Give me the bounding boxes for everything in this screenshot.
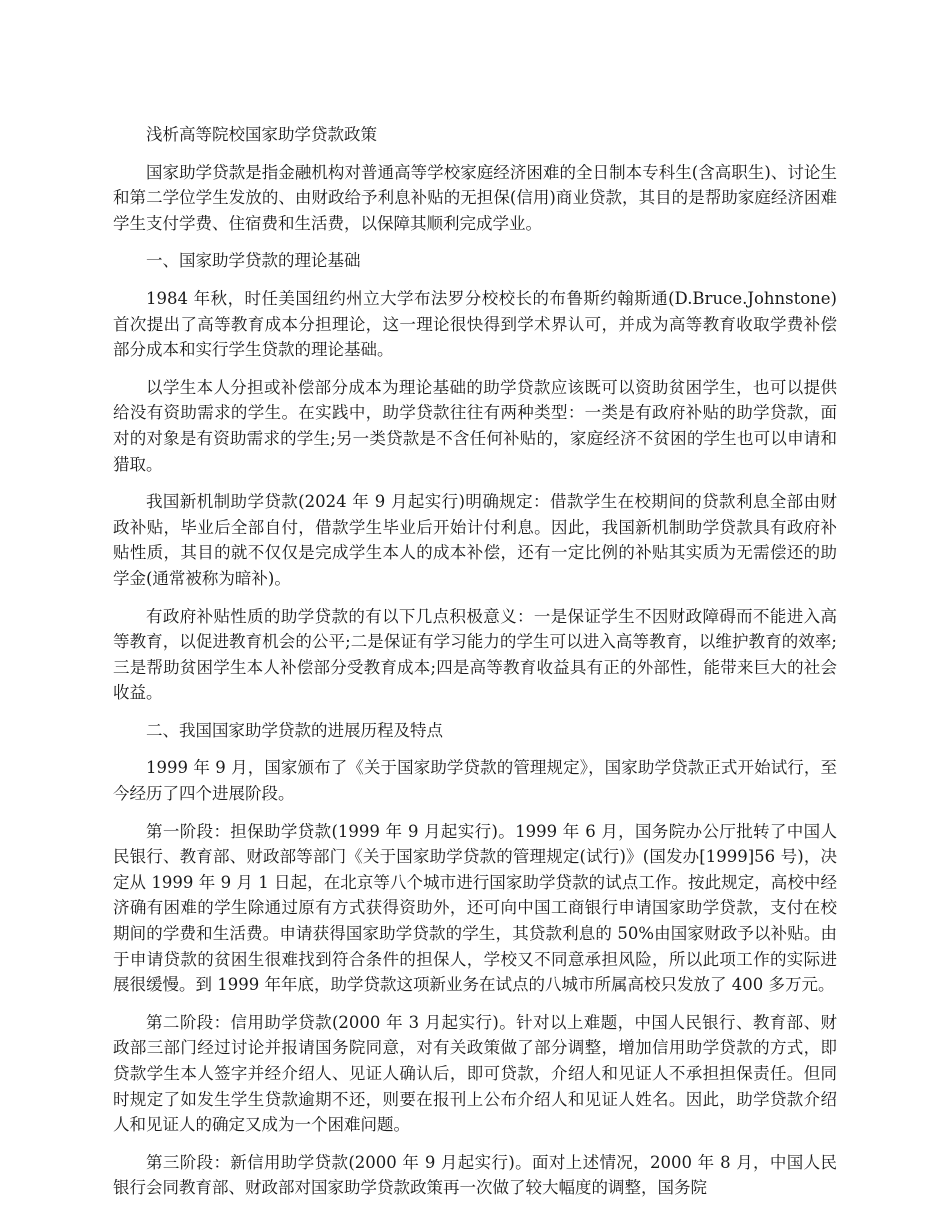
paragraph-stage-3: 第三阶段：新信用助学贷款(2000 年 9 月起实行)。面对上述情况，2000 年 8 月，中国人民银行会同教育部、财政部对国家助学贷款政策再一次做了较大幅度的调整，国务院 xyxy=(113,1152,837,1198)
section-heading-2: 二、我国国家助学贷款的进展历程及特点 xyxy=(146,720,443,740)
paragraph-significance: 有政府补贴性质的助学贷款的有以下几点积极意义：一是保证学生不因财政障碍而不能进入高等教育，以促进教育机会的公平;二是保证有学习能力的学生可以进入高等教育，以维护教育的效率;三是帮助贫困学生本人补偿部分受教育成本;四是高等教育收益具有正的外部性，能带来巨大的社会收益。 xyxy=(113,606,837,703)
document-title: 浅析高等院校国家助学贷款政策 xyxy=(146,125,377,144)
paragraph-stage-2: 第二阶段：信用助学贷款(2000 年 3 月起实行)。针对以上难题，中国人民银行、教育部、财政部三部门经过讨论并报请国务院同意，对有关政策做了部分调整，增加信用助学贷款的方式，即贷款学生本人签字并经介绍人、见证人确认后，即可贷款，介绍人和见证人不承担担保责任。但同时规定了如发生学生贷款逾期不还，则要在报刊上公布介绍人和见证人姓名。因此，助学贷款介绍人和见证人的确定又成为一个困难问题。 xyxy=(113,1012,837,1135)
paragraph-new-mechanism: 我国新机制助学贷款(2024 年 9 月起实行)明确规定：借款学生在校期间的贷款利息全部由财政补贴，毕业后全部自付，借款学生毕业后开始计付利息。因此，我国新机制助学贷款具有政府补贴性质，其目的就不仅仅是完成学生本人的成本补偿，还有一定比例的补贴其实质为无需偿还的助学金(通常被称为暗补)。 xyxy=(113,492,837,588)
document-body xyxy=(113,122,837,1213)
section-heading-1: 一、国家助学贷款的理论基础 xyxy=(146,251,361,271)
paragraph-definition: 国家助学贷款是指金融机构对普通高等学校家庭经济困难的全日制本专科生(含高职生)、讨论生和第二学位学生发放的、由财政给予利息补贴的无担保(信用)商业贷款，其目的是帮助家庭经济困难学生支付学费、住宿费和生活费，以保障其顺利完成学业。 xyxy=(113,162,837,233)
paragraph-loan-types: 以学生本人分担或补偿部分成本为理论基础的助学贷款应该既可以资助贫困学生，也可以提供给没有资助需求的学生。在实践中，助学贷款往往有两种类型：一类是有政府补贴的助学贷款，面对的对象是有资助需求的学生;另一类贷款是不含任何补贴的，家庭经济不贫困的学生也可以申请和猎取。 xyxy=(113,377,837,474)
paragraph-stage-1: 第一阶段：担保助学贷款(1999 年 9 月起实行)。1999 年 6 月，国务院办公厅批转了中国人民银行、教育部、财政部等部门《关于国家助学贷款的管理规定(试行)》(国发办[1999]56 号)，决定从 1999 年 9 月 1 日起，在北京等八个城市进行国家助学贷款的试点工作。按此规定，高校中经济确有困难的学生除通过原有方式获得资助外，还可向中国工商银行申请国家助学贷款，支付在校期间的学费和生活费。申请获得国家助学贷款的学生，其贷款利息的 50%由国家财政予以补贴。由于申请贷款的贫困生很难找到符合条件的担保人，学校又不同意承担风险，所以此项工作的实际进展很缓慢。到 1999 年年底，助学贷款这项新业务在试点的八城市所属高校只发放了 400 多万元。 xyxy=(113,821,837,995)
paragraph-history-intro: 1999 年 9 月，国家颁布了《关于国家助学贷款的管理规定》，国家助学贷款正式开始试行，至今经历了四个进展阶段。 xyxy=(113,758,837,804)
paragraph-theory-origin: 1984 年秋，时任美国纽约州立大学布法罗分校校长的布鲁斯约翰斯通(D.Bruce.Johnstone)首次提出了高等教育成本分担理论，这一理论很快得到学术界认可，并成为高等教育收取学费补偿部分成本和实行学生贷款的理论基础。 xyxy=(113,288,837,360)
